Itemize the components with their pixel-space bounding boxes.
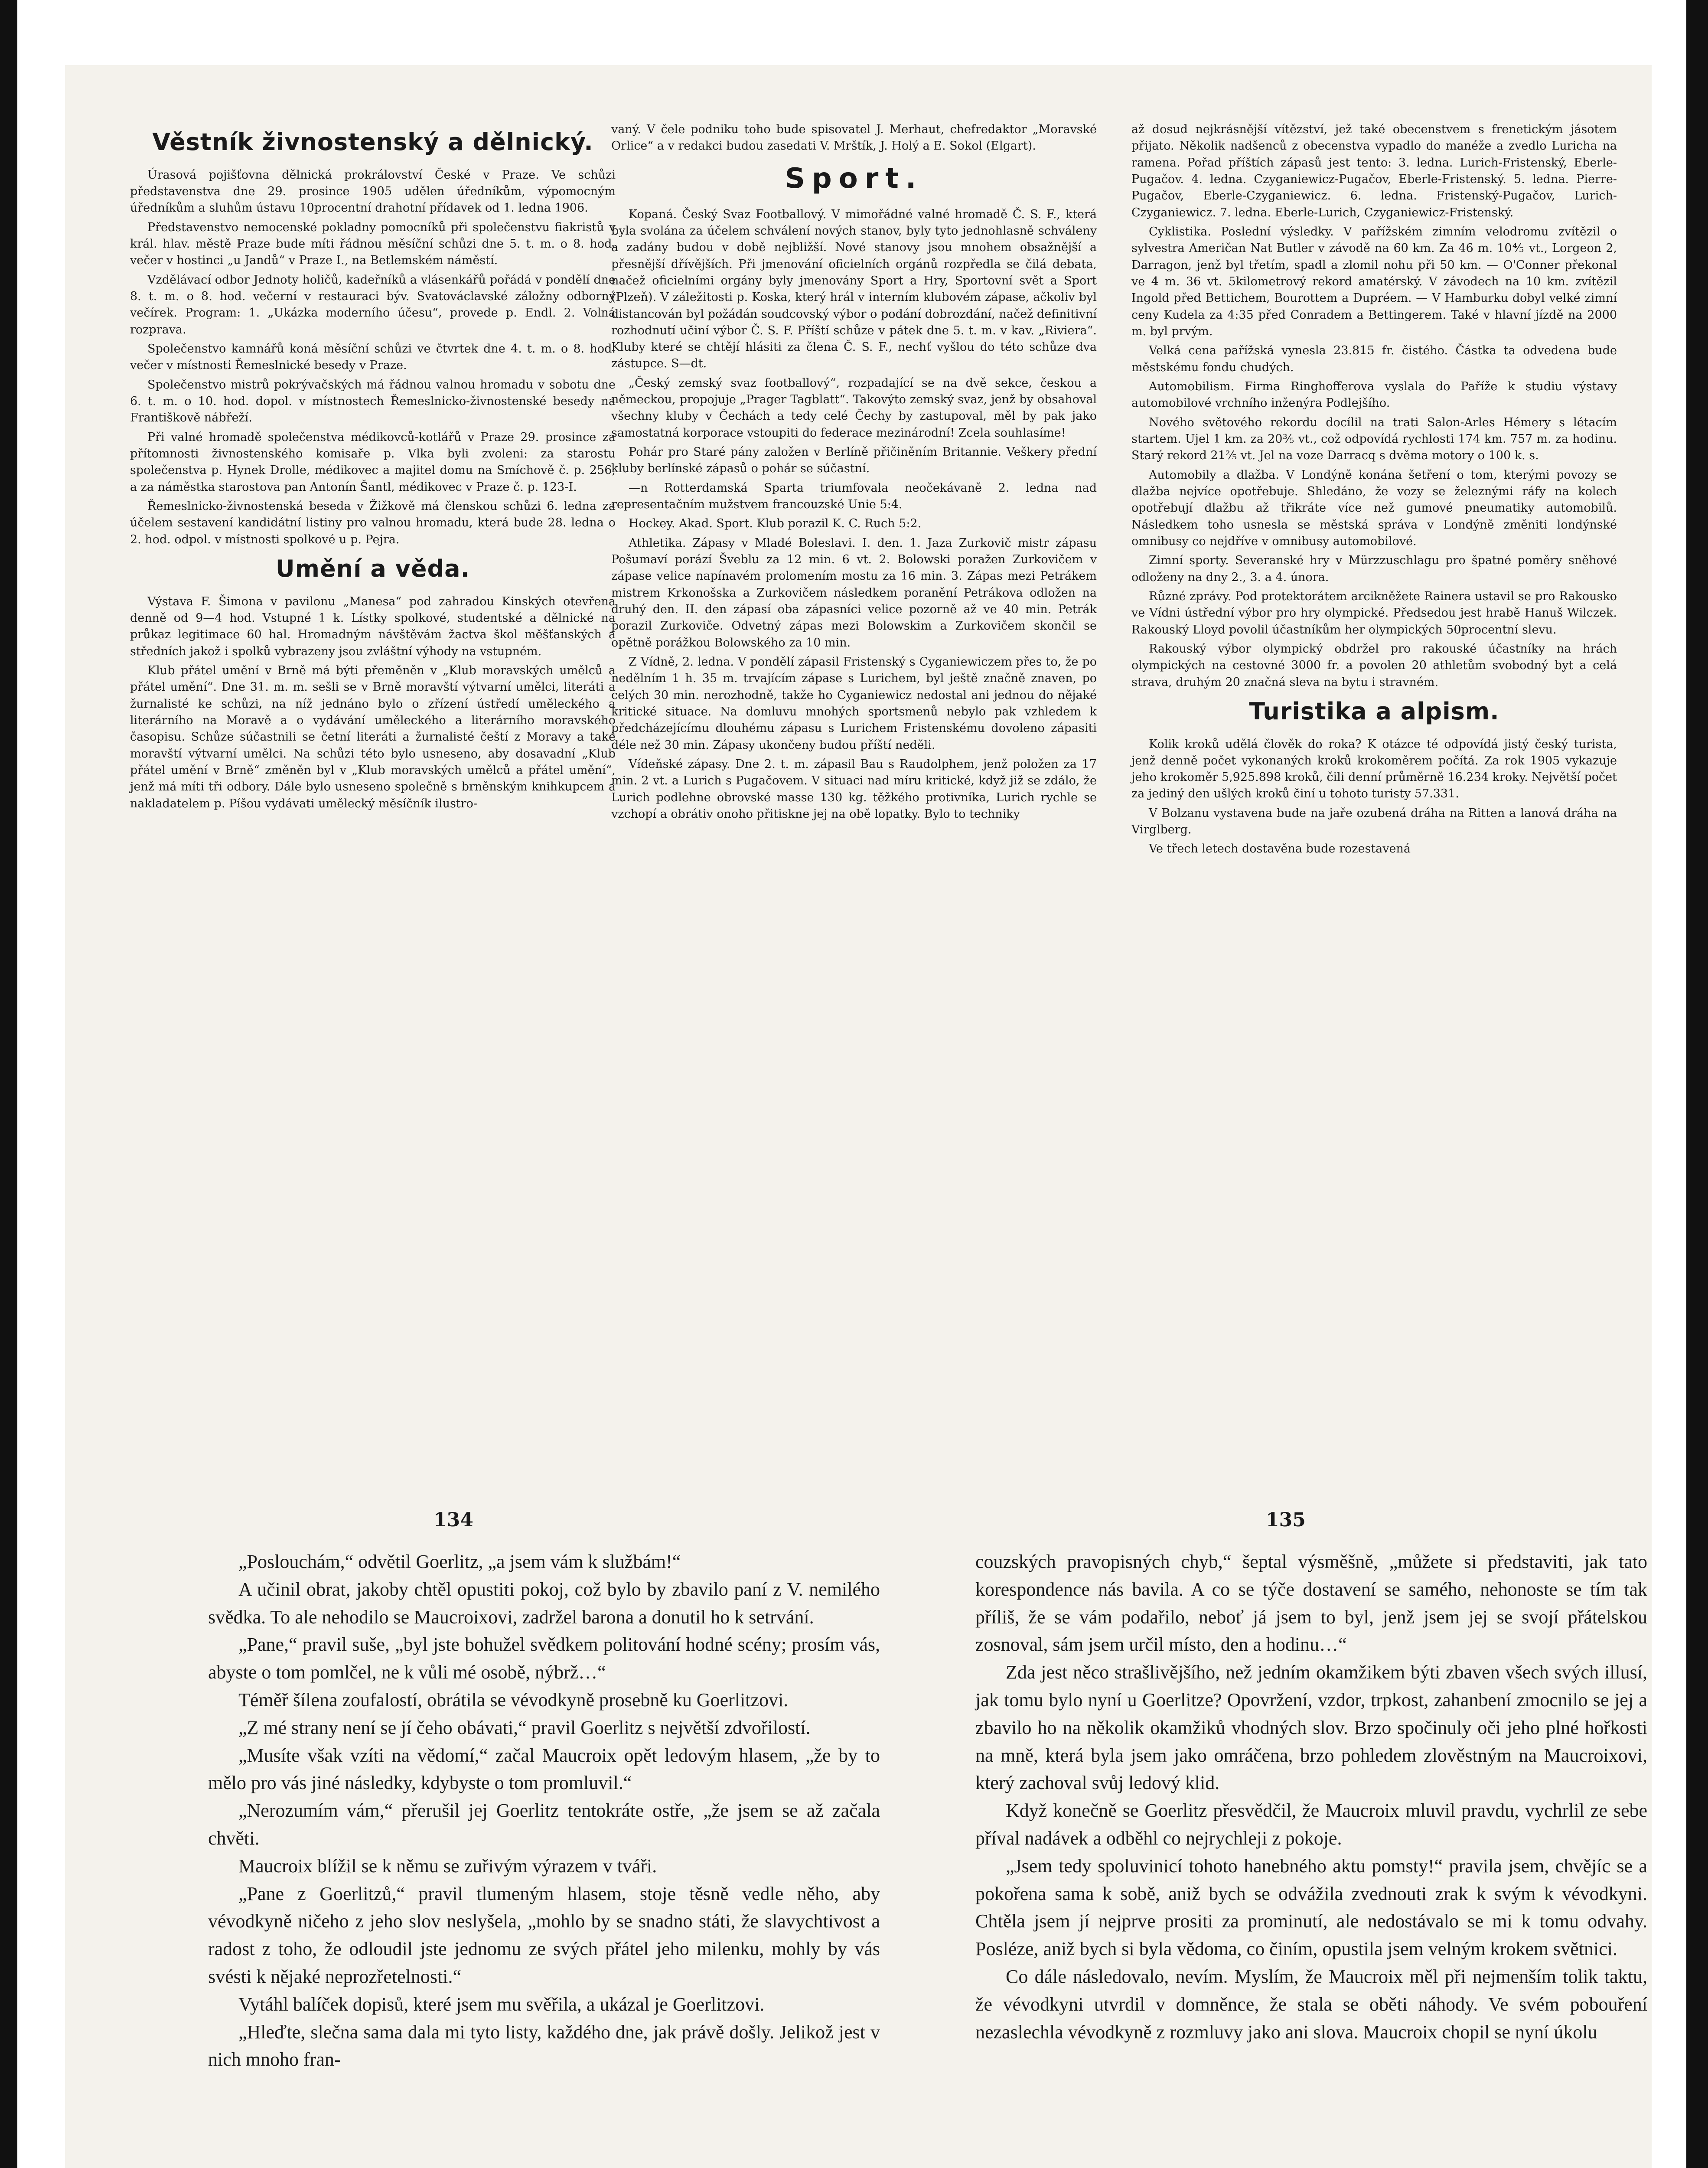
story-paragraph: Téměř šílena zoufalostí, obrátila se vévodkyně prosebně ku Goerlitzovi. — [238, 1689, 789, 1711]
story-paragraph: „Z mé strany není se jí čeho obávati,“ pravil Goerlitz s největší zdvořilostí. — [238, 1717, 811, 1738]
story-paragraph: „Pane,“ pravil suše, „byl jste bohužel svědkem politování hodné scény; prosím vás, abyste o tom pomlčel, ne k vůli mé osobě, nýbrž…“ — [208, 1634, 880, 1683]
section-title-trade: Věstník živnostenský a dělnický. — [152, 128, 593, 156]
story-paragraph: Zda jest něco strašlivějšího, než jedním okamžikem býti zbaven všech svých illusí, jak tomu bylo nyní u Goerlitze? Opovržení, vzdor, trpkost, zahanbení zmocnilo se jej a zbavilo ho na několik okamžiků vhodných slov. Brzo spočinuly oči jeho plné hořkosti na mně, která byla jsem jako omráčena, brzo pohledem zlověstným na Maucroixovi, který zachoval svůj ledový klid. — [975, 1662, 1647, 1794]
section-title-tourism: Turistika a alpism. — [1249, 697, 1499, 725]
article: Automobilism. Firma Ringhofferova vyslala do Paříže k studiu výstavy automobilové vrchního inženýra Podlejšího. — [1131, 379, 1617, 410]
article: Velká cena pařížská vynesla 23.815 fr. čistého. Částka ta odvedena bude městskému fondu chudých. — [1131, 344, 1617, 374]
article: Automobily a dlažba. V Londýně konána šetření o tom, kterými povozy se dlažba nejvíce opotřebuje. Shledáno, že vozy se železnými ráfy na kolech opotřebují dlažbu až třikráte více než gumové pneumatiky automobilů. Následkem toho usnesla se městská správa v Londýně změniti londýnské omnibusy co nejdříve v omnibusy automobilové. — [1131, 468, 1617, 548]
article: Ve třech letech dostavěna bude rozestavená — [1149, 842, 1411, 856]
article-continuation: vaný. V čele podniku toho bude spisovatel J. Merhaut, chefredaktor „Moravské Orlice“ a v redakci budou zasedati V. Mrštík, J. Holý a E. Sokol (Elgart). — [611, 123, 1097, 153]
article: Vzdělávací odbor Jednoty holičů, kadeřníků a vlásenkářů pořádá v pondělí dne 8. t. m. o 8. hod. večerní v restauraci býv. Svatováclavské záložny odborný večírek. Program: 1. „Ukázka moderního účesu“, provede p. Endl. 2. Volná rozprava. — [130, 273, 616, 336]
page-number-left: 134 — [434, 1509, 473, 1531]
story-paragraph: couzských pravopisných chyb,“ šeptal výsměšně, „můžete si představiti, jak tato korespondence nás bavila. A co se týče dostavení se samého, nehonoste se tím tak příliš, že se vám podařilo, neboť já jsem to byl, jenž jsem jej se svojí přátelskou zosnoval, sám jsem určil místo, den a hodinu…“ — [975, 1551, 1647, 1655]
article: Řemeslnicko-živnostenská beseda v Žižkově má členskou schůzi 6. ledna za účelem sestavení kandidátní listiny pro valnou hromadu, která bude 28. ledna o 2. hod. odpol. v místnosti spolkové u p. Pejra. — [130, 499, 616, 546]
article: Společenstvo mistrů pokrývačských má řádnou valnou hromadu v sobotu dne 6. t. m. o 10. hod. dopol. v místnostech Řemeslnicko-živnostenské besedy na Františkově nábřeží. — [130, 378, 616, 425]
article: Rakouský výbor olympický obdržel pro rakouské účastníky na hrách olympických na cestovné 3000 fr. a povolen 20 athletům svobodný byt a celá strava, druhým 20 značná sleva na bytu i stravném. — [1131, 642, 1617, 689]
article: Pohár pro Staré pány založen v Berlíně přičiněním Britannie. Veškery přední kluby berlínské zápasů o pohár se súčastní. — [611, 445, 1097, 476]
article: „Český zemský svaz footballový“, rozpadající se na dvě sekce, českou a německou, propojuje „Prager Tagblatt“. Takovýto zemský svaz, jenž by obsahoval všechny kluby v Čechách a tedy celé Čechy by zastupoval, měl by pak jako samostatná korporace vstoupiti do federace mezinárodní! Zcela souhlasíme! — [611, 376, 1097, 440]
article: Z Vídně, 2. ledna. V pondělí zápasil Fristenský s Cyganiewiczem přes to, že po nedělním 1 h. 35 m. trvajícím zápase s Lurichem, byl ještě značně znaven, po celých 30 min. nerozhodně, takže ho Cyganiewicz nedostal ani jednou do nějaké kritické situace. Na domluvu mnohých sportsmenů nebylo pak vzhledem k předcházejícímu dlouhému zápasu s Lurichem Fristenskému dovoleno zápasiti déle než 30 min. Zápasy ukončeny budou příští neděli. — [611, 655, 1097, 752]
story-paragraph: Maucroix blížil se k němu se zuřivým výrazem v tváři. — [238, 1855, 657, 1877]
article: Kolik kroků udělá člověk do roka? K otázce té odpovídá jistý český turista, jenž denně počet vykonaných kroků krokoměrem počítá. Za rok 1905 vykazuje jeho krokoměr 5,925.898 kroků, čili denní průměrně 16.234 kroky. Největší počet za jediný den ušlých kroků činí u tohoto turisty 57.331. — [1131, 737, 1617, 801]
story-paragraph: „Musíte však vzíti na vědomí,“ začal Maucroix opět ledovým hlasem, „že by to mělo pro vás jiné následky, kdybyste o tom promluvil.“ — [208, 1744, 880, 1794]
article: —n Rotterdamská Sparta triumfovala neočekávaně 2. ledna nad representačním mužstvem francouzské Unie 5:4. — [611, 481, 1097, 512]
story-paragraph: „Nerozumím vám,“ přerušil jej Goerlitz tentokráte ostře, „že jsem se až začala chvěti. — [208, 1800, 880, 1849]
column-2 — [611, 121, 1097, 825]
scan-edge-right — [1686, 0, 1708, 2168]
column-1 — [130, 121, 616, 815]
story-paragraph: Když konečně se Goerlitz přesvědčil, že Maucroix mluvil pravdu, vychrlil ze sebe příval nadávek a odběhl co nejrychleji z pokoje. — [975, 1800, 1647, 1849]
story-paragraph: „Poslouchám,“ odvětil Goerlitz, „a jsem vám k službám!“ — [238, 1551, 681, 1572]
article: Při valné hromadě společenstva médikovců-kotlářů v Praze 29. prosince za přítomnosti živnostenského komisaře p. Vlka byli zvoleni: za starostu společenstva p. Hynek Drolle, médikovec a majitel domu na Smíchově č. p. 256, a za náměstka starostova pan Antonín Šantl, médikovec v Praze č. p. 123-I. — [130, 430, 616, 494]
article: Hockey. Akad. Sport. Klub porazil K. C. Ruch 5:2. — [629, 517, 922, 531]
article: Výstava F. Šimona v pavilonu „Manesa“ pod zahradou Kinských otevřena denně od 9—4 hod. Vstupné 1 k. Lístky spolkové, studentské a dělnické na průkaz legitimace 60 hal. Hromadným návštěvám žactva škol měšťanských a středních jakož i spolků vybrazeny jsou zvláštní výhody na vstupném. — [130, 594, 616, 658]
scan-edge-left — [0, 0, 17, 2168]
story-paragraph: „Jsem tedy spoluvinicí tohoto hanebného aktu pomsty!“ pravila jsem, chvějíc se a pokořena sama k sobě, aniž bych se odvážila zvednouti zrak k svým k vévodkyni. Chtěla jsem jí nejprve prositi za prominutí, ale nedostávalo se mi k tomu odvahy. Posléze, aniž bych si byla vědoma, co činím, opustila jsem velným krokem světnici. — [975, 1855, 1647, 1960]
article: Athletika. Zápasy v Mladé Boleslavi. I. den. 1. Jaza Zurkovič mistr zápasu Pošumaví porází Šveblu za 12 min. 6 vt. 2. Bolowski poražen Zurkovičem v zápase velice napínavém prolomením mostu za 16 min. 3. Zápas mezi Petrákem mistrem Krkonošska a Zurkovičem následkem poranění Petrákova odložen na druhý den. II. den zápasí oba zápasníci velice pozorně až ve 40 min. Petrák porazil Zurkoviče. Odvetný zápas mezi Bolowskim a Zurkovičem skončil se opětně porážkou Bolowského za 10 min. — [611, 536, 1097, 650]
article: V Bolzanu vystavena bude na jaře ozubená dráha na Ritten a lanová dráha na Virglberg. — [1131, 806, 1617, 837]
story-paragraph: A učinil obrat, jakoby chtěl opustiti pokoj, což bylo by zbavilo paní z V. nemilého svědka. To ale nehodilo se Maucroixovi, zadržel barona a donutil ho k setrvání. — [208, 1578, 880, 1628]
article: Zimní sporty. Severanské hry v Mürzzuschlagu pro špatné poměry sněhové odloženy na dny 2., 3. a 4. února. — [1131, 554, 1617, 584]
section-title-art: Umění a věda. — [275, 555, 470, 582]
article: Kopaná. Český Svaz Footballový. V mimořádné valné hromadě Č. S. F., která byla svolána za účelem schválení nových stanov, byly tyto jednohlasně schváleny a zadány budou v době nejbližší. Nové stanovy jsou mnohem obsažnější a přesnější dřívějších. Při jmenování oficielních orgánů rozpředla se čilá debata, načež oficielními orgány byly jmenovány Sport a Hry, Sportovní svět a Sport (Plzeň). V záležitosti p. Koska, který hrál v interním klubovém zápase, ačkoliv byl distancován byl požádán soudcovský výbor o podání dobrozdání, načež definitivní rozhodnutí učiní výbor Č. S. F. Příští schůze v pátek dne 5. t. m. v kav. „Riviera“. Kluby které se chtějí hlásiti za člena Č. S. F., nechť vyšlou do této schůze dva zástupce. S—dt. — [611, 207, 1097, 371]
article-continuation: až dosud nejkrásnější vítězství, jež také obecenstvem s frenetickým jásotem přijato. Několik nadšenců z obecenstva vypadlo do manéže a zvedlo Luricha na ramena. Pořad příštích zápasů jest tento: 3. ledna. Lurich-Fristenský, Eberle-Pugačov. 4. ledna. Czyganiewicz-Pugačov, Eberle-Fristenský. 5. ledna. Pierre-Pugačov, Eberle-Czyganiewicz. 6. ledna. Fristenský-Pugačov, Lurich-Czyganiewicz. 7. ledna. Eberle-Lurich, Czyganiewicz-Fristenský. — [1131, 123, 1617, 219]
article: Různé zprávy. Pod protektorátem arcikněžete Rainera ustavil se pro Rakousko ve Vídni ústřední výbor pro hry olympické. Předsedou jest hrabě Hanuš Wilczek. Rakouský Lloyd povolil účastníkům her olympických 50procentní slevu. — [1131, 589, 1617, 637]
newspaper-page — [65, 65, 1652, 2168]
article: Klub přátel umění v Brně má býti přeměněn v „Klub moravských umělců a přátel umění“. Dne 31. m. m. sešli se v Brně moravští výtvarní umělci, literáti a žurnalisté ke schůzi, na níž jednáno bylo o zřízení ústředí uměleckého a literárního na Moravě a o vydávání uměleckého a literárního moravského časopisu. Schůze súčastnili se četní literáti a žurnalisté čeští z Moravy a také moravští výtvarní umělci. Na schůzi této bylo usneseno, aby dosavadní „Klub přátel umění v Brně“ změněn byl v „Klub moravských umělců a přátel umění“, jenž má míti tři odbory. Dále bylo usneseno společně s brněnským knihkupcem a nakladatelem p. Píšou vydávati umělecký měsíčník ilustro- — [130, 663, 616, 810]
article: Představenstvo nemocenské pokladny pomocníků při společenstvu fiakristů v král. hlav. městě Praze bude míti řádnou měsíční schůzi dne 5. t. m. o 8. hod. večer v hostinci „u Jandů“ v Praze I., na Betlemském náměstí. — [130, 220, 616, 268]
story-paragraph: Co dále následovalo, nevím. Myslím, že Maucroix měl při nejmenším tolik taktu, že vévodkyni utvrdil v domněnce, že stala se oběti náhody. Ve svém pobouření nezaslechla vévodkyně z rozmluvy jako ani slova. Maucroix chopil se nyní úkolu — [975, 1966, 1647, 2043]
page-number-right: 135 — [1266, 1509, 1306, 1531]
story-paragraph: „Pane z Goerlitzů,“ pravil tlumeným hlasem, stoje těsně vedle něho, aby vévodkyně ničeho z jeho slov neslyšela, „mohlo by se snadno státi, že slavychtivost a radost z toho, že odloudil jste jednomu ze svých přátel jeho milenku, mohly by vás svésti k nějaké neprozřetelnosti.“ — [208, 1883, 880, 1987]
article: Vídeňské zápasy. Dne 2. t. m. zápasil Bau s Raudolphem, jenž položen za 17 min. 2 vt. a Lurich s Pugačovem. V situaci nad míru kritické, když již se zdálo, že Lurich podlehne obrovské masse 130 kg. těžkého protivníka, Lurich rychle se vzchopí a obrátiv onoho přitiskne jej na obě lopatky. Bylo to techniky — [611, 757, 1097, 821]
story-column-right — [975, 1548, 1647, 2046]
article: Společenstvo kamnářů koná měsíční schůzi ve čtvrtek dne 4. t. m. o 8. hod. večer v místnosti Řemeslnické besedy v Praze. — [130, 342, 616, 372]
article: Cyklistika. Poslední výsledky. V pařížském zimním velodromu zvítězil o sylvestra Američan Nat Butler v závodě na 60 km. Za 46 m. 10⅘ vt., Lorgeon 2, Darragon, jenž byl třetím, spadl a zlomil nohu při 50 km. — O'Conner překonal ve 4 m. 36 vt. 5kilometrový rekord amatérský. V závodech na 10 km. zvítězil Ingold před Bettichem, Bourottem a Dupréem. — V Hamburku dobyl velké zimní ceny Kudela za 4:35 před Conradem a Bettingerem. Také v hlavní jízdě na 2000 m. byl prvým. — [1131, 225, 1617, 338]
story-paragraph: Vytáhl balíček dopisů, které jsem mu svěřila, a ukázal je Goerlitzovi. — [238, 1993, 765, 2015]
story-column-left — [208, 1548, 880, 2073]
article: Úrasová pojišťovna dělnická prokrálovství České v Praze. Ve schůzi představenstva dne 29. prosince 1905 udělen úředníkům, výpomocným úředníkům a sluhům ústavu 10procentní drahotní přídavek od 1. ledna 1906. — [130, 168, 616, 215]
story-paragraph: „Hleďte, slečna sama dala mi tyto listy, každého dne, jak právě došly. Jelikož jest v nich mnoho fran- — [208, 2021, 880, 2070]
section-title-sport: Sport. — [785, 162, 923, 195]
column-3 — [1131, 121, 1617, 860]
article: Nového světového rekordu docílil na trati Salon-Arles Hémery s létacím startem. Ujel 1 km. za 20⅗ vt., což odpovídá rychlosti 174 km. 757 m. za hodinu. Starý rekord 21⅖ vt. Jel na voze Darracq s dvěma motory o 100 k. s. — [1131, 415, 1617, 463]
